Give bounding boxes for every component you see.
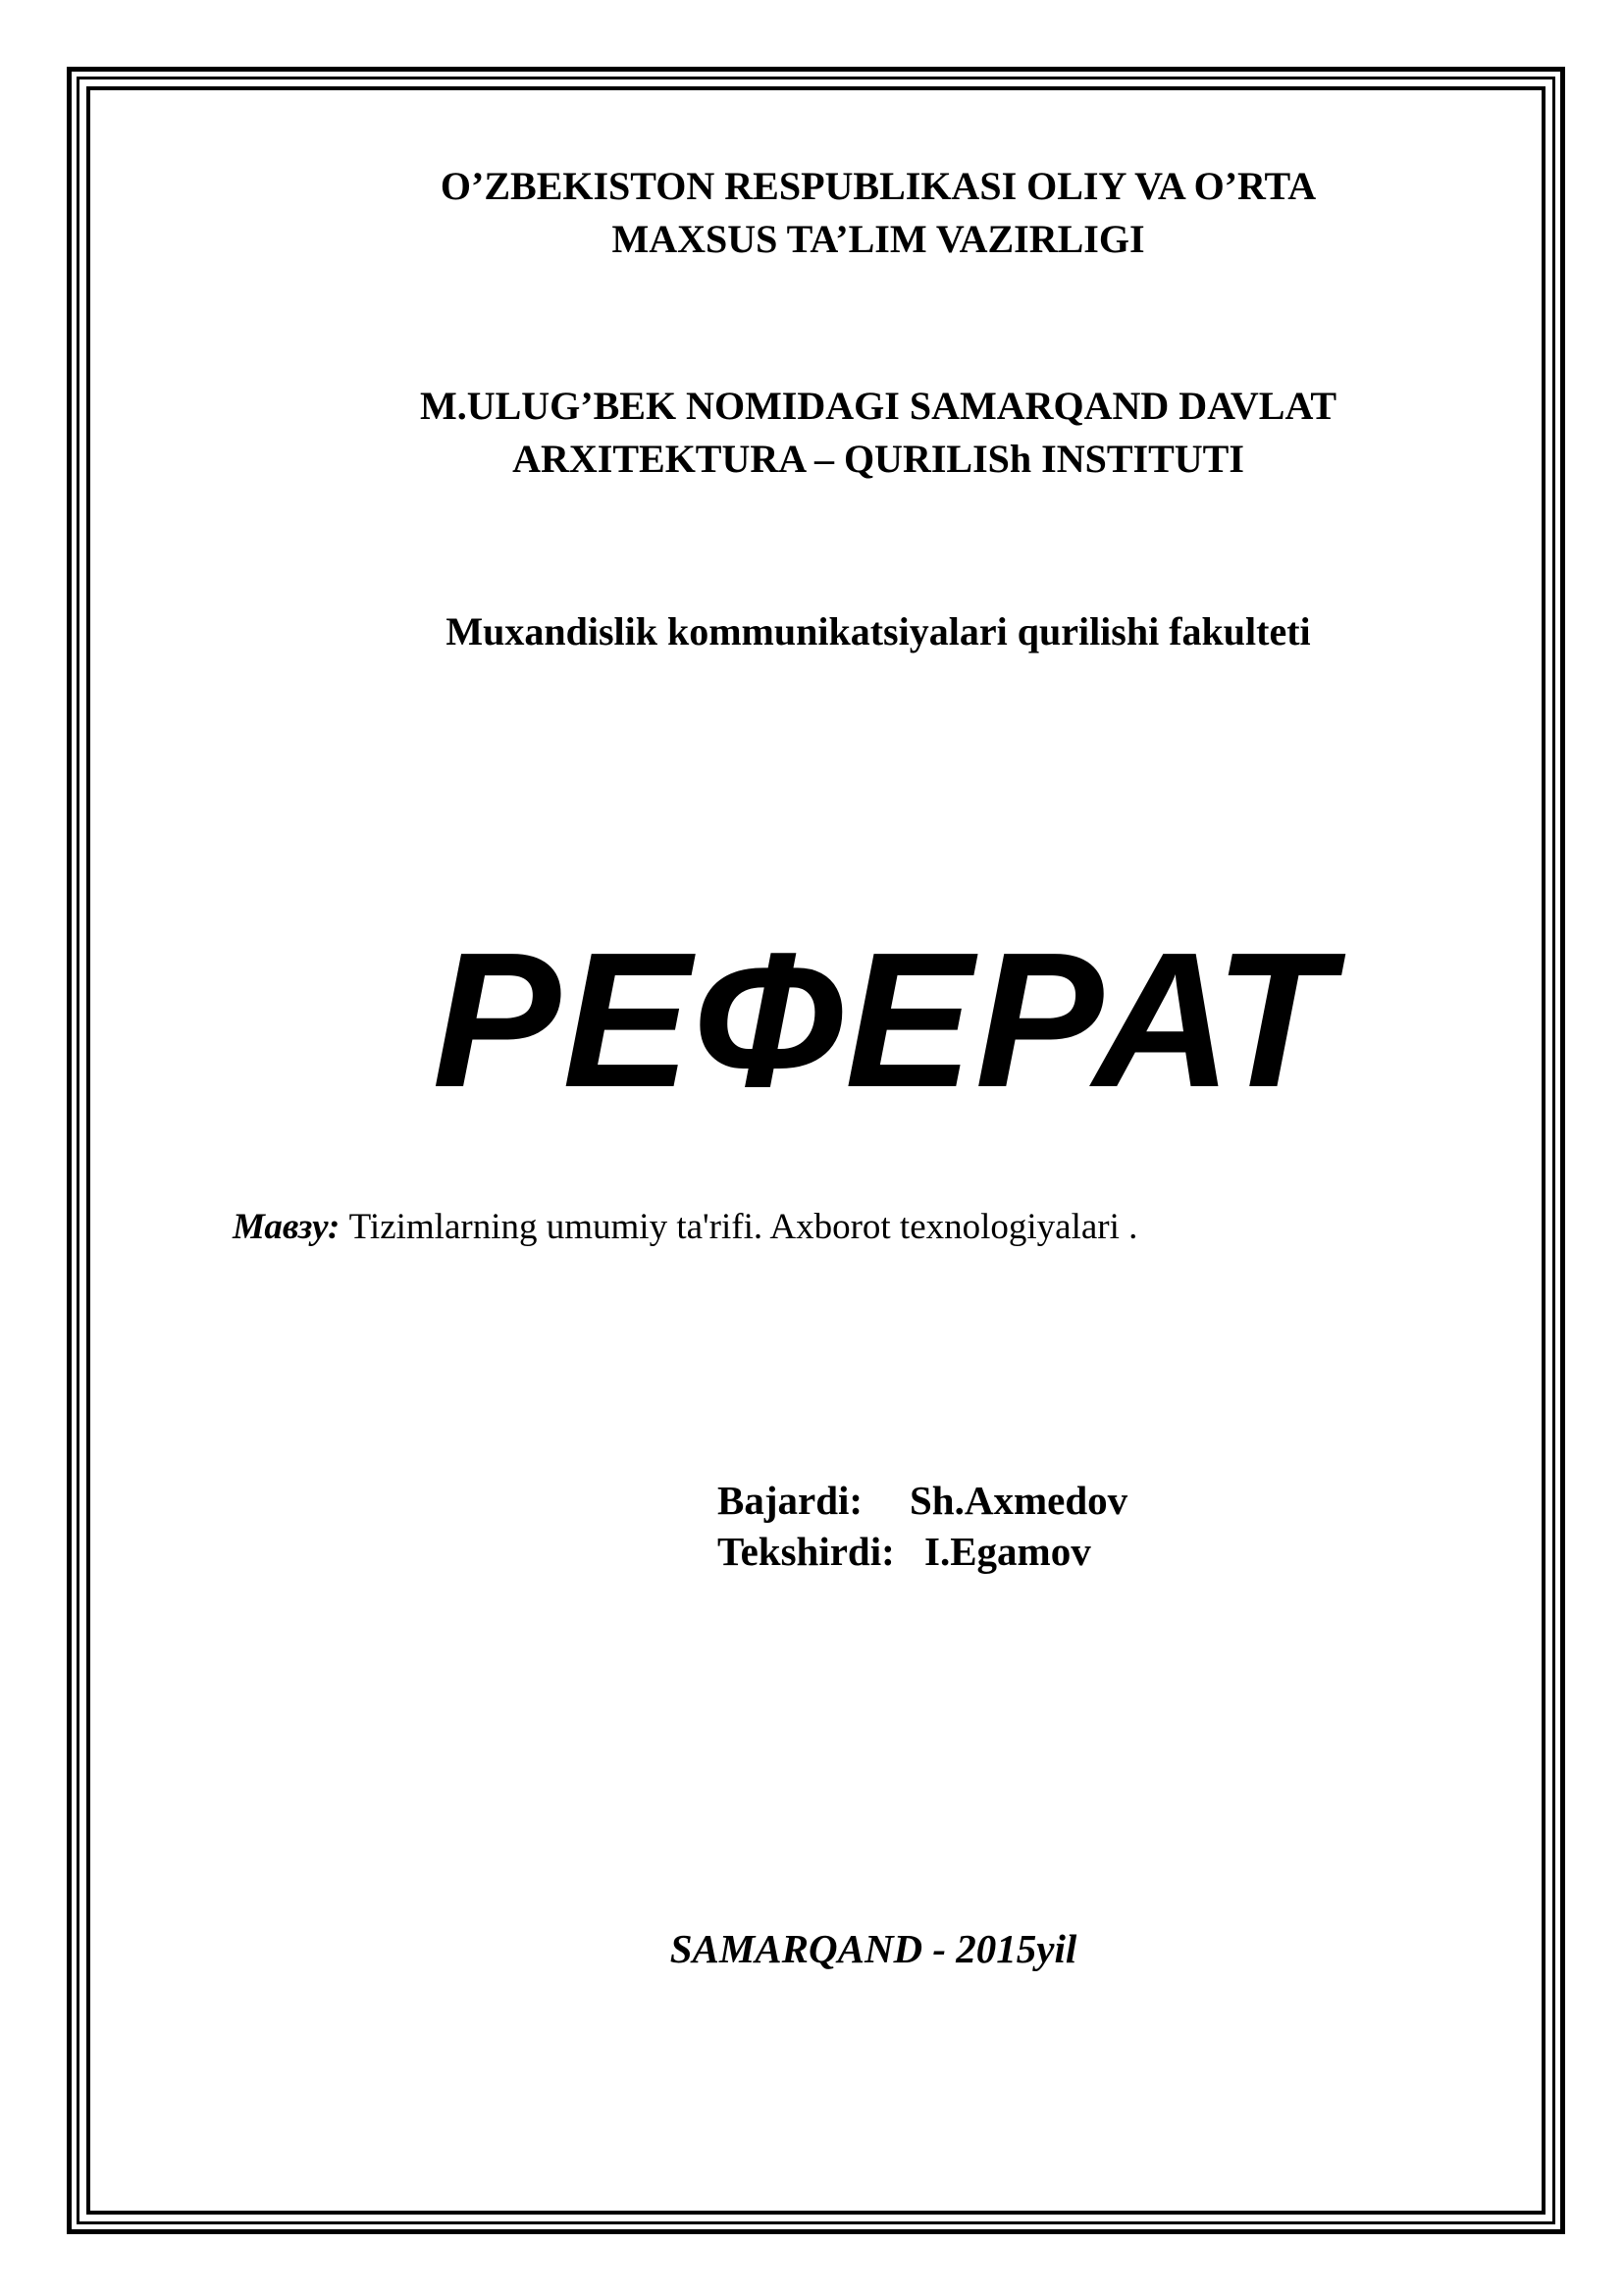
institute-line-1: M.ULUG’BEK NOMIDAGI SAMARQAND DAVLAT	[419, 384, 1337, 428]
city-year-footer: SAMARQAND - 2015yil	[669, 1926, 1077, 1971]
topic-label: Мавзу:	[233, 1207, 341, 1247]
document-type-title: РЕФЕРАТ	[432, 913, 1335, 1127]
checker-label: Tekshirdi:	[717, 1529, 895, 1574]
checker-name: I.Egamov	[924, 1529, 1091, 1574]
faculty-name: Muxandislik kommunikatsiyalari qurilishi fakulteti	[445, 609, 1311, 653]
credits-block	[717, 1475, 1127, 1577]
institute-line-2: ARXITEKTURA – QURILISh INSTITUTI	[512, 437, 1244, 481]
ministry-line-1: O’ZBEKISTON RESPUBLIKASI OLIY VA O’RTA	[440, 164, 1317, 208]
topic-line	[233, 1205, 1137, 1250]
topic-text: Tizimlarning umumiy ta'rifi. Axborot texnologiyalari .	[348, 1207, 1138, 1247]
performer-name: Sh.Axmedov	[910, 1478, 1128, 1523]
performer-row	[717, 1475, 1127, 1526]
checker-row	[717, 1526, 1127, 1577]
institute-heading	[0, 380, 1624, 486]
ministry-line-2: MAXSUS TA’LIM VAZIRLIGI	[611, 217, 1145, 261]
performer-label: Bajardi:	[717, 1478, 864, 1523]
ministry-heading	[0, 160, 1624, 266]
